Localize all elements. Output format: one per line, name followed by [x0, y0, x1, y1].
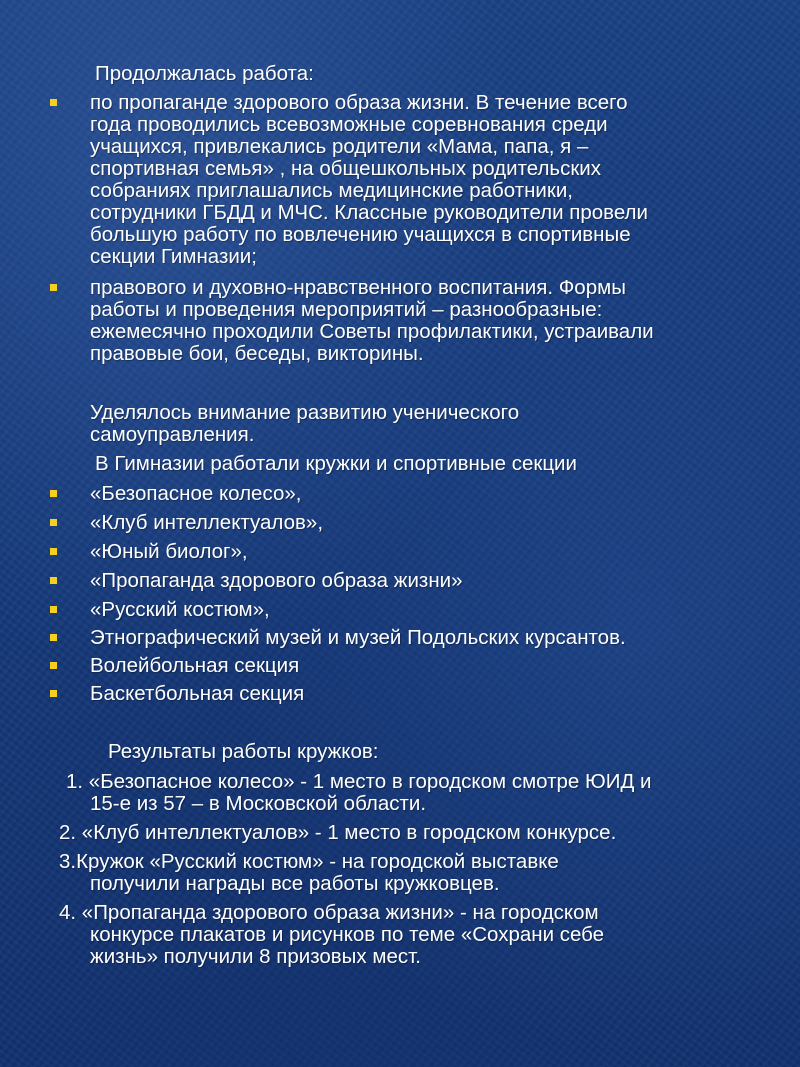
result-line: 15-е из 57 – в Московской области.: [90, 792, 427, 815]
results-heading: Результаты работы кружков:: [108, 740, 379, 763]
activity-1-line: по пропаганде здорового образа жизни. В течение всего: [90, 91, 628, 114]
bullet-square-icon: [50, 490, 57, 497]
bullet-square-icon: [50, 606, 57, 613]
bullet-square-icon: [50, 99, 57, 106]
result-line: получили награды все работы кружковцев.: [90, 872, 500, 895]
bullet-square-icon: [50, 284, 57, 291]
activity-1-line: большую работу по вовлечению учащихся в спортивные: [90, 223, 631, 246]
activity-1-line: спортивная семья» , на общешкольных родительских: [90, 157, 602, 180]
result-line: 1. «Безопасное колесо» - 1 место в городском смотре ЮИД и: [66, 770, 652, 793]
activity-1-line: собраниях приглашались медицинские работники,: [90, 179, 573, 202]
club-item: «Юный биолог»,: [90, 540, 248, 563]
club-item: «Русский костюм»,: [90, 598, 270, 621]
result-line: 4. «Пропаганда здорового образа жизни» - на городском: [59, 901, 599, 924]
bullet-square-icon: [50, 662, 57, 669]
intro-heading: Продолжалась работа:: [95, 62, 314, 85]
activity-2-line: правового и духовно-нравственного воспитания. Формы: [90, 276, 626, 299]
activity-1-line: секции Гимназии;: [90, 245, 257, 268]
result-line: жизнь» получили 8 призовых мест.: [90, 945, 421, 968]
bullet-square-icon: [50, 519, 57, 526]
activity-1-line: года проводились всевозможные соревнования среди: [90, 113, 608, 136]
clubs-heading: В Гимназии работали кружки и спортивные секции: [95, 452, 577, 475]
activity-1-line: учащихся, привлекались родители «Мама, папа, я –: [90, 135, 589, 158]
club-item: Баскетбольная секция: [90, 682, 305, 705]
club-item: Этнографический музей и музей Подольских курсантов.: [90, 626, 626, 649]
self-government-line: Уделялось внимание развитию ученического: [90, 401, 520, 424]
club-item: «Пропаганда здорового образа жизни»: [90, 569, 463, 592]
self-government-line: самоуправления.: [90, 423, 255, 446]
activity-2-line: работы и проведения мероприятий – разнообразные:: [90, 298, 603, 321]
result-line: 2. «Клуб интеллектуалов» - 1 место в городском конкурсе.: [59, 821, 617, 844]
bullet-square-icon: [50, 634, 57, 641]
activity-1-line: сотрудники ГБДД и МЧС. Классные руководители провели: [90, 201, 648, 224]
club-item: «Безопасное колесо»,: [90, 482, 302, 505]
club-item: Волейбольная секция: [90, 654, 300, 677]
club-item: «Клуб интеллектуалов»,: [90, 511, 324, 534]
bullet-square-icon: [50, 690, 57, 697]
bullet-square-icon: [50, 548, 57, 555]
bullet-square-icon: [50, 577, 57, 584]
activity-2-line: правовые бои, беседы, викторины.: [90, 342, 424, 365]
result-line: конкурсе плакатов и рисунков по теме «Сохрани себе: [90, 923, 605, 946]
result-line: 3.Кружок «Русский костюм» - на городской выставке: [59, 850, 559, 873]
activity-2-line: ежемесячно проходили Советы профилактики, устраивали: [90, 320, 654, 343]
